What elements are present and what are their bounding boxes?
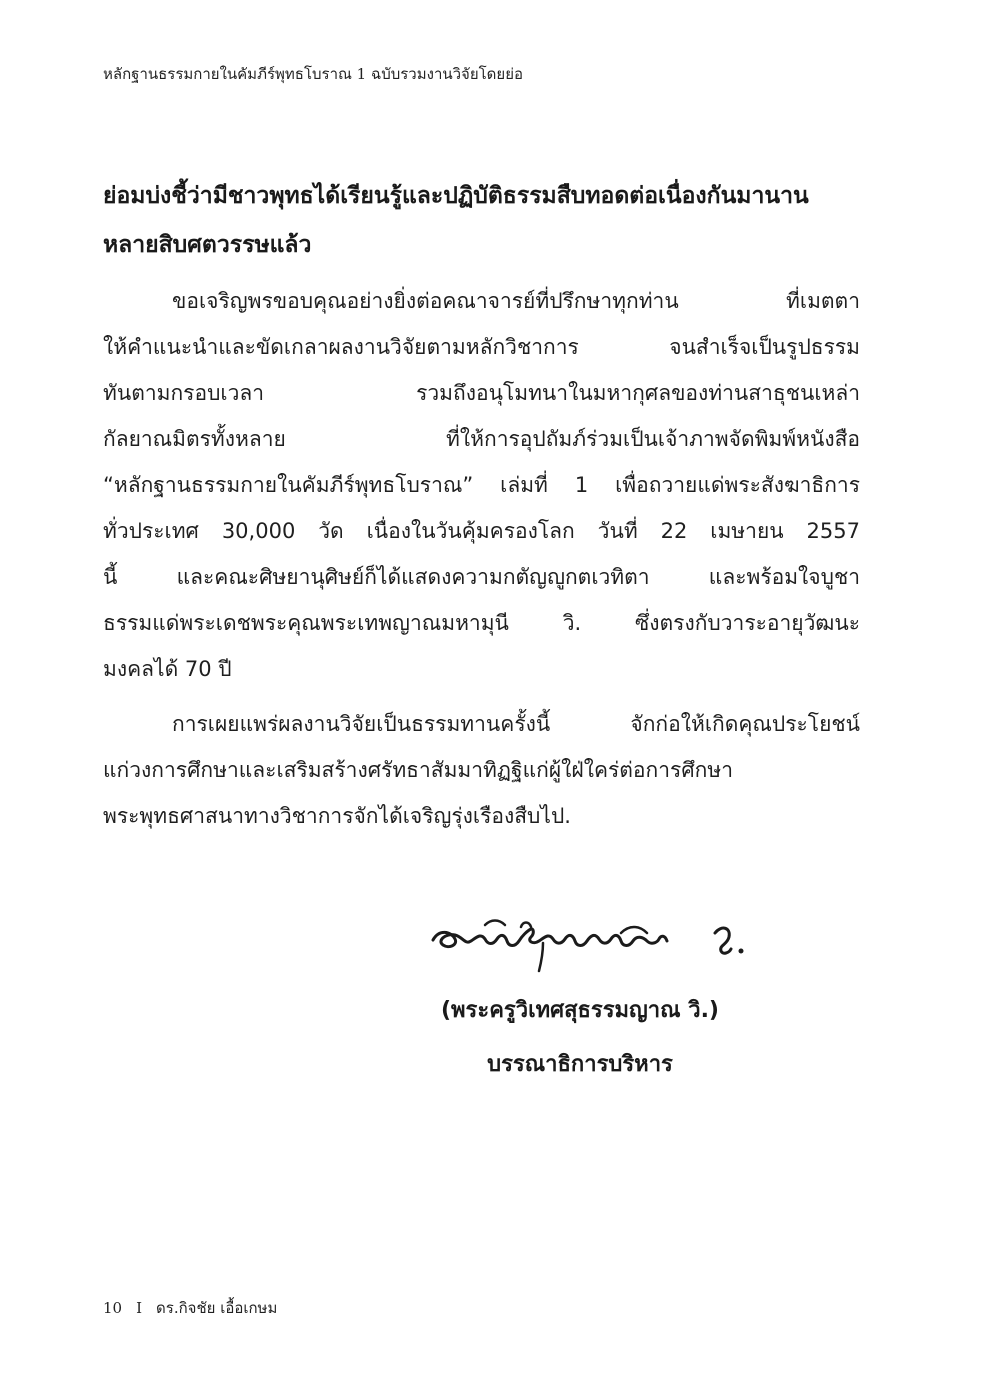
page-number: 10 [103, 1299, 123, 1317]
heading-line-1: ย่อมบ่งชี้ว่ามีชาวพุทธได้เรียนรู้และปฏิบัติธรรมสืบทอดต่อเนื่องกันมานาน [103, 183, 809, 209]
paragraph-line: “หลักฐานธรรมกายในคัมภีร์พุทธโบราณ” เล่มที่ 1 เพื่อถวายแด่พระสังฆาธิการ [103, 473, 860, 497]
paragraph-line: แก่วงการศึกษาและเสริมสร้างศรัทธาสัมมาทิฏฐิแก่ผู้ใฝ่ใคร่ต่อการศึกษา [103, 758, 733, 782]
heading-line-2: หลายสิบศตวรรษแล้ว [103, 232, 312, 258]
paragraph-line: นี้ และคณะศิษยานุศิษย์ก็ได้แสดงความกตัญญูกตเวทิตา และพร้อมใจบูชา [103, 565, 860, 589]
author-name: ดร.กิจชัย เอื้อเกษม [156, 1299, 278, 1317]
running-header: หลักฐานธรรมกายในคัมภีร์พุทธโบราณ 1 ฉบับรวมงานวิจัยโดยย่อ [103, 65, 524, 83]
footer-separator: I [136, 1299, 143, 1317]
paragraph-line: มงคลได้ 70 ปี [103, 657, 232, 681]
paragraph-line: ให้คำแนะนำและขัดเกลาผลงานวิจัยตามหลักวิชาการ จนสำเร็จเป็นรูปธรรม [103, 335, 860, 359]
paragraph-line: ธรรมแด่พระเดชพระคุณพระเทพญาณมหามุนี วิ. ซึ่งตรงกับวาระอายุวัฒนะ [103, 611, 860, 635]
page-footer [103, 1296, 277, 1320]
signer-name: (พระครูวิเทศสุธรรมญาณ วิ.) [441, 998, 719, 1023]
signer-title: บรรณาธิการบริหาร [487, 1052, 673, 1077]
paragraph-line: ทันตามกรอบเวลา รวมถึงอนุโมทนาในมหากุศลของท่านสาธุชนเหล่า [103, 381, 860, 405]
paragraph-line: ขอเจริญพรขอบคุณอย่างยิ่งต่อคณาจารย์ที่ปรึกษาทุกท่าน ที่เมตตา [172, 289, 860, 313]
handwritten-signature [425, 905, 755, 975]
paragraph-line: ทั่วประเทศ 30,000 วัด เนื่องในวันคุ้มครองโลก วันที่ 22 เมษายน 2557 [103, 519, 860, 543]
paragraph-line: กัลยาณมิตรทั้งหลาย ที่ให้การอุปถัมภ์ร่วมเป็นเจ้าภาพจัดพิมพ์หนังสือ [103, 427, 860, 451]
paragraph-line: การเผยแพร่ผลงานวิจัยเป็นธรรมทานครั้งนี้ จักก่อให้เกิดคุณประโยชน์ [172, 712, 860, 736]
paragraph-line: พระพุทธศาสนาทางวิชาการจักได้เจริญรุ่งเรืองสืบไป. [103, 804, 571, 828]
